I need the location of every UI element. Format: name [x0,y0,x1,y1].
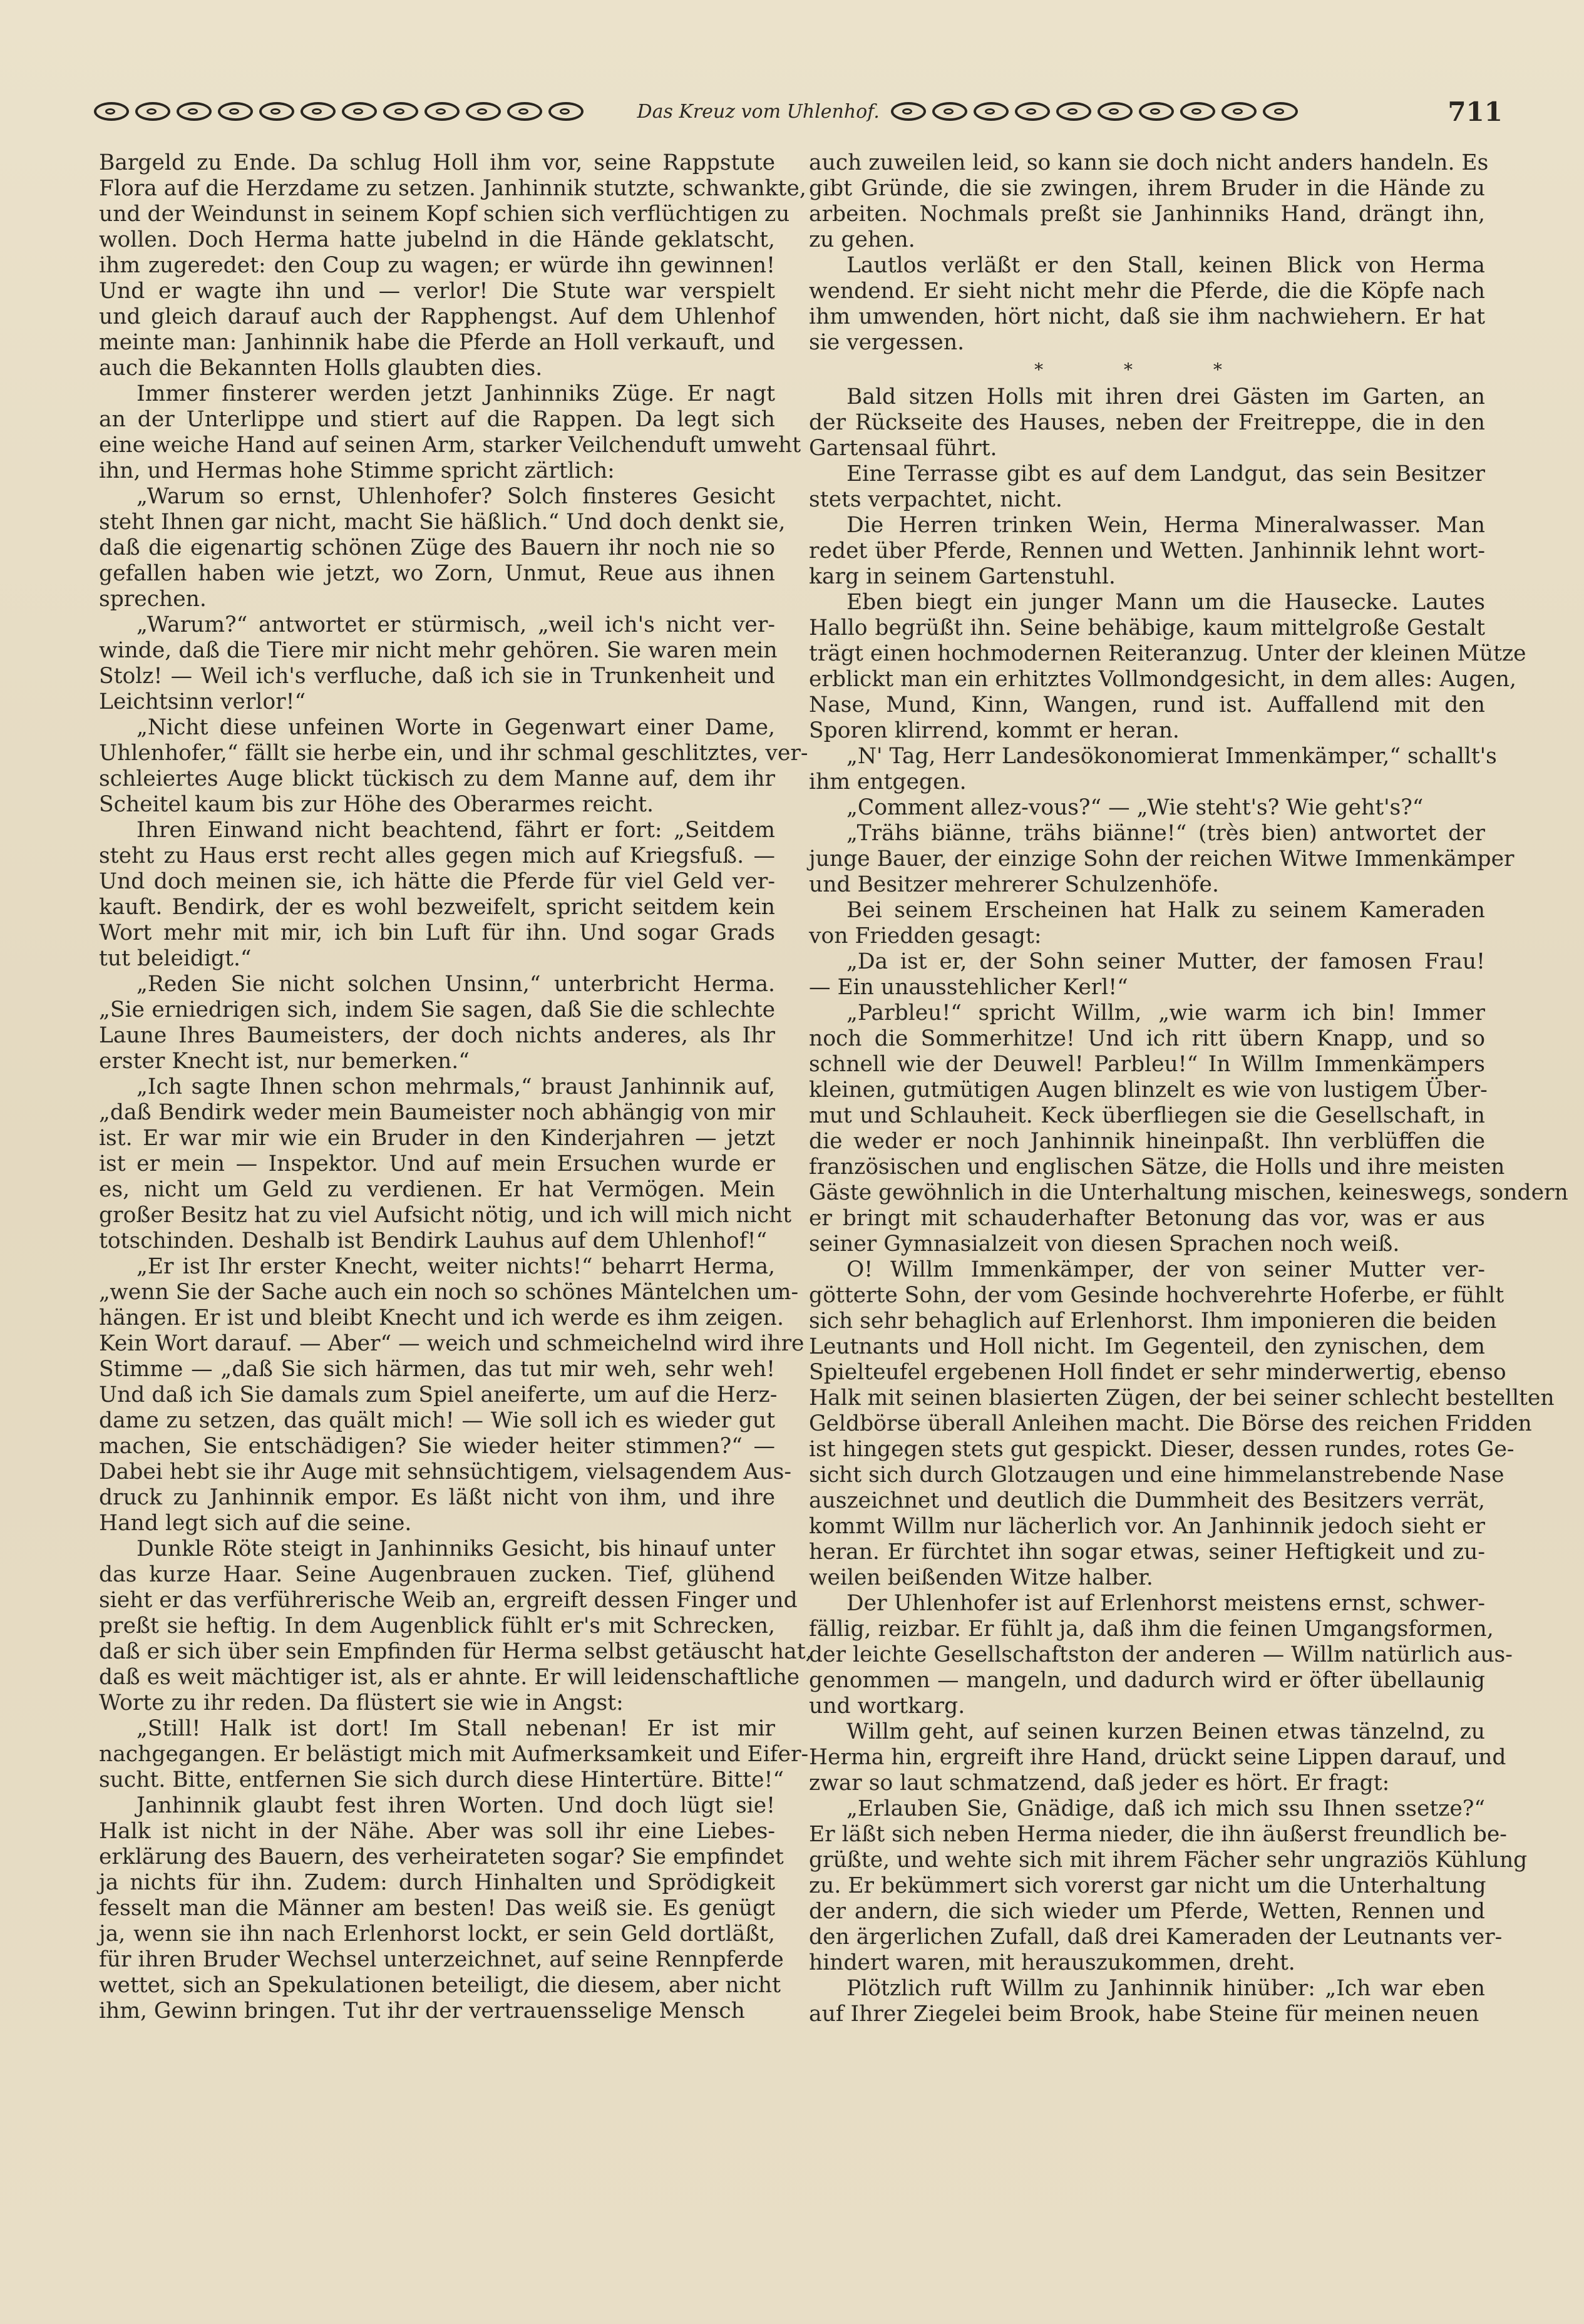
text-line: „Da ist er, der Sohn seiner Mutter, der famosen Frau! [846,949,1485,974]
text-line: Eine Terrasse gibt es auf dem Landgut, das sein Besitzer [846,461,1485,486]
paragraph [809,898,1485,949]
scroll-ornament-icon [259,102,294,121]
text-line: ihm, Gewinn bringen. Tut ihr der vertrauensselige Mensch [99,1998,745,2023]
text-line: Laune Ihres Baumeisters, der doch nichts anderes, als Ihr [99,1023,775,1048]
text-line: sie vergessen. [809,330,965,355]
text-line: Bargeld zu Ende. Da schlug Holl ihm vor, seine Rappstute [99,150,775,175]
text-line: es, nicht um Geld zu verdienen. Er hat Vermögen. Mein [99,1177,775,1202]
text-line: erblickt man ein erhitztes Vollmondgesicht, in dem alles: Augen, [809,667,1516,692]
paragraph [809,1257,1555,1591]
paragraph [809,513,1485,590]
text-line: steht Ihnen gar nicht, macht Sie häßlich.“ Und doch denkt sie, [99,510,786,535]
paragraph [809,1976,1485,2027]
text-line: kauft. Bendirk, der es wohl bezweifelt, spricht seitdem kein [99,895,775,920]
text-line: Sporen klirrend, kommt er heran. [809,718,1180,743]
text-line: wendend. Er sieht nicht mehr die Pferde, die die Köpfe nach [809,279,1485,304]
text-line: ihm umwenden, hört nicht, daß sie ihm nachwiehern. Er hat [809,304,1485,329]
right-column-part-b [809,384,1568,2027]
text-line: sieht er das verführerische Weib an, ergreift dessen Finger und [99,1588,798,1613]
paragraph [99,1074,792,1254]
text-line: Gäste gewöhnlich in die Unterhaltung mischen, keineswegs, sondern [809,1180,1568,1205]
text-line: grüßte, und wehte sich mit ihrem Fächer sehr ungraziös Kühlung [809,1848,1528,1873]
text-line: Halk mit seinen blasierten Zügen, der bei seiner schlecht bestellten [809,1386,1555,1411]
text-line: ist. Er war mir wie ein Bruder in den Kinderjahren — jetzt [99,1126,775,1151]
text-line: stets verpachtet, nicht. [809,487,1062,512]
text-line: zu gehen. [809,227,915,252]
text-line: Scheitel kaum bis zur Höhe des Oberarmes reicht. [99,792,654,817]
paragraph [809,949,1485,1000]
text-line: das kurze Haar. Seine Augenbrauen zucken. Tief, glühend [99,1562,775,1587]
text-line: Und doch meinen sie, ich hätte die Pferde für viel Geld ver- [99,869,775,894]
text-line: „wenn Sie der Sache auch ein noch so schönes Mäntelchen um- [99,1280,799,1305]
text-line: Uhlenhofer,“ fällt sie herbe ein, und ihr schmal geschlitztes, ver- [99,741,808,766]
paragraph [809,384,1485,461]
scroll-ornament-icon [218,102,253,121]
text-line: noch die Sommerhitze! Und ich ritt übern Knapp, und so [809,1026,1485,1051]
text-line: mut und Schlauheit. Keck überfliegen sie die Gesellschaft, in [809,1103,1485,1128]
text-line: erklärung des Bauern, des verheirateten sogar? Sie empfindet [99,1844,784,1869]
scroll-ornament-icon [891,102,926,121]
text-line: der Rückseite des Hauses, neben der Freitreppe, die in den [809,410,1485,435]
paragraph [99,972,775,1074]
text-line: Dabei hebt sie ihr Auge mit sehnsüchtigem, vielsagendem Aus- [99,1459,792,1484]
text-line: eine weiche Hand auf seinen Arm, starker Veilchenduft umweht [99,433,801,458]
text-line: Flora auf die Herzdame zu setzen. Janhinnik stutzte, schwankte, [99,176,806,201]
paragraph [809,795,1485,821]
text-line: steht zu Haus erst recht alles gegen mich auf Kriegsfuß. — [99,843,775,868]
paragraph [809,1000,1568,1257]
text-line: ihm entgegen. [809,769,967,794]
text-line: und gleich darauf auch der Rapphengst. Auf dem Uhlenhof [99,304,775,329]
paragraph [809,821,1515,898]
text-line: „Still! Halk ist dort! Im Stall nebenan! Er ist mir [136,1716,775,1741]
text-line: Kein Wort darauf. — Aber“ — weich und schmeichelnd wird ihre [99,1331,805,1356]
text-line: Leichtsinn verlor!“ [99,689,306,714]
text-line: nachgegangen. Er belästigt mich mit Aufmerksamkeit und Eifer- [99,1742,809,1767]
text-line: Gartensaal führt. [809,436,997,461]
text-line: Spielteufel ergebenen Holl findet er sehr minderwertig, ebenso [809,1360,1506,1385]
text-line: „Sie erniedrigen sich, indem Sie sagen, daß Sie die schlechte [99,997,775,1022]
text-line: schleiertes Auge blickt tückisch zu dem Manne auf, dem ihr [99,766,775,791]
text-line: „Ich sagte Ihnen schon mehrmals,“ braust Janhinnik auf, [136,1074,775,1099]
text-line: seiner Gymnasialzeit von diesen Sprachen noch weiß. [809,1231,1400,1257]
text-line: dame zu setzen, das quält mich! — Wie soll ich es wieder gut [99,1408,775,1433]
right-column [809,150,1568,2166]
text-line: weilen beißenden Witze halber. [809,1565,1153,1590]
text-line: fällig, reizbar. Er fühlt ja, daß ihm die feinen Umgangsformen, [809,1617,1494,1642]
paragraph [99,150,806,381]
text-line: und der Weindunst in seinem Kopf schien sich verflüchtigen zu [99,202,790,227]
scroll-ornament-icon [135,102,170,121]
text-line: französischen und englischen Sätze, die Holls und ihre meisten [809,1154,1505,1180]
text-line: Stolz! — Weil ich's verfluche, daß ich sie in Trunkenheit und [99,664,775,689]
scroll-ornament-icon [1180,102,1215,121]
text-line: und Besitzer mehrerer Schulzenhöfe. [809,872,1219,897]
scroll-ornament-icon [1139,102,1174,121]
text-line: Er läßt sich neben Herma nieder, die ihn äußerst freundlich be- [809,1822,1507,1847]
text-line: auch die Bekannten Holls glaubten dies. [99,356,543,381]
text-line: „Warum so ernst, Uhlenhofer? Solch finsteres Gesicht [136,484,775,509]
text-line: die weder er noch Janhinnik hineinpaßt. Ihn verblüffen die [809,1129,1485,1154]
text-line: wettet, sich an Spekulationen beteiligt, die diesem, aber nicht [99,1973,781,1998]
text-line: „Warum?“ antwortet er stürmisch, „weil ich's nicht ver- [136,612,775,637]
text-line: Leutnants und Holl nicht. Im Gegenteil, den zynischen, dem [809,1334,1485,1359]
paragraph [99,1254,805,1536]
text-line: Ihren Einwand nicht beachtend, fährt er fort: „Seitdem [136,818,775,843]
text-line: druck zu Janhinnik empor. Es läßt nicht von ihm, und ihre [99,1485,775,1510]
text-line: wollen. Doch Herma hatte jubelnd in die Hände geklatscht, [99,227,775,252]
scroll-ornament-icon [94,102,129,121]
text-line: meinte man: Janhinnik habe die Pferde an Holl verkauft, und [99,330,775,355]
scroll-ornament-icon [466,102,501,121]
scroll-ornament-icon [177,102,212,121]
text-line: götterte Sohn, der vom Gesinde hochverehrte Hoferbe, er fühlt [809,1283,1504,1308]
text-line: machen, Sie entschädigen? Sie wieder heiter stimmen?“ — [99,1434,775,1459]
text-line: auch zuweilen leid, so kann sie doch nicht anders handeln. Es [809,150,1489,175]
text-line: sucht. Bitte, entfernen Sie sich durch diese Hintertüre. Bitte!“ [99,1767,784,1792]
text-line: er bringt mit schauderhafter Betonung das vor, was er aus [809,1206,1485,1231]
paragraph [99,1716,809,1793]
paragraph [809,150,1489,253]
text-line: sicht sich durch Glotzaugen und eine himmelanstrebende Nase [809,1463,1504,1488]
paragraph [809,590,1526,744]
text-line: Geldbörse überall Anleihen macht. Die Börse des reichen Fridden [809,1411,1532,1436]
text-line: Lautlos verläßt er den Stall, keinen Blick von Herma [846,253,1485,278]
paragraph [99,1793,784,2024]
text-line: „Trähs biänne, trähs biänne!“ (très bien) antwortet der [846,821,1485,846]
text-line: „Er ist Ihr erster Knecht, weiter nichts!“ beharrt Herma, [136,1254,775,1279]
text-line: fesselt man die Männer am besten! Das weiß sie. Es genügt [99,1896,775,1921]
text-line: Die Herren trinken Wein, Herma Mineralwasser. Man [846,513,1485,538]
text-line: für ihren Bruder Wechsel unterzeichnet, auf seine Rennpferde [99,1947,784,1972]
text-line: auf Ihrer Ziegelei beim Brook, habe Steine für meinen neuen [809,2002,1479,2027]
text-line: sprechen. [99,587,207,612]
text-line: Eben biegt ein junger Mann um die Hausecke. Lautes [846,590,1485,615]
text-line: trägt einen hochmodernen Reiteranzug. Unter der kleinen Mütze [809,641,1526,666]
text-line: genommen — mangeln, und dadurch wird er öfter übellaunig [809,1668,1485,1693]
scroll-ornament-icon [383,102,418,121]
text-line: Immer finsterer werden jetzt Janhinniks Züge. Er nagt [136,381,775,406]
paragraph [99,612,778,715]
page-number: 711 [1448,96,1503,127]
text-line: Bald sitzen Holls mit ihren drei Gästen im Garten, an [846,384,1485,409]
text-line: ihm zugeredet: den Coup zu wagen; er würde ihn gewinnen! [99,253,775,278]
text-line: redet über Pferde, Rennen und Wetten. Janhinnik lehnt wort- [809,538,1485,563]
scroll-ornament-icon [548,102,584,121]
paragraph [809,1591,1513,1719]
text-line: „Nicht diese unfeinen Worte in Gegenwart einer Dame, [136,715,775,740]
scroll-ornament-icon [342,102,377,121]
text-line: winde, daß die Tiere mir nicht mehr gehören. Sie waren mein [99,638,778,663]
text-line: zwar so laut schmatzend, daß jeder es hört. Er fragt: [809,1771,1390,1796]
right-column-part-a [809,150,1489,356]
text-line: Nase, Mund, Kinn, Wangen, rund ist. Auffallend mit den [809,692,1485,717]
text-line: schnell wie der Deuwel! Parbleu!“ In Willm Immenkämpers [809,1052,1485,1077]
text-line: daß es weit mächtiger ist, als er ahnte. Er will leidenschaftliche [99,1665,800,1690]
scroll-ornament-icon [1221,102,1257,121]
text-line: preßt sie heftig. In dem Augenblick fühlt er's mit Schrecken, [99,1613,775,1638]
text-line: großer Besitz hat zu viel Aufsicht nötig, und ich will mich nicht [99,1203,792,1228]
text-line: auszeichnet und deutlich die Dummheit des Besitzers verrät, [809,1488,1485,1513]
text-line: „Reden Sie nicht solchen Unsinn,“ unterbricht Herma. [136,972,775,997]
scroll-ornament-icon [301,102,336,121]
text-line: Hand legt sich auf die seine. [99,1511,412,1536]
text-line: ihn, und Hermas hohe Stimme spricht zärtlich: [99,458,615,483]
text-line: ist hingegen stets gut gespickt. Dieser, dessen rundes, rotes Ge- [809,1437,1515,1462]
text-line: Plötzlich ruft Willm zu Janhinnik hinüber: „Ich war eben [846,1976,1485,2001]
text-line: ja nichts für ihn. Zudem: durch Hinhalten und Sprödigkeit [99,1870,775,1895]
text-line: Und er wagte ihn und — verlor! Die Stute war verspielt [99,279,775,304]
paragraph [99,715,808,818]
paragraph [809,1796,1528,1976]
scroll-ornament-icon [1056,102,1091,121]
text-line: gibt Gründe, die sie zwingen, ihrem Bruder in die Hände zu [809,176,1485,201]
text-line: tut beleidigt.“ [99,946,252,971]
text-line: Halk ist nicht in der Nähe. Aber was soll ihr eine Liebes- [99,1819,775,1844]
paragraph [99,1536,813,1716]
text-line: „daß Bendirk weder mein Baumeister noch abhängig von mir [99,1100,775,1125]
text-line: der andern, die sich wieder um Pferde, Wetten, Rennen und [809,1899,1485,1924]
section-separator: * * * [1034,359,1260,380]
text-line: der leichte Gesellschaftston der anderen — Willm natürlich aus- [809,1642,1513,1667]
text-line: Wort mehr mit mir, ich bin Luft für ihn. Und sogar Grads [99,920,775,945]
text-line: Und daß ich Sie damals zum Spiel aneiferte, um auf die Herz- [99,1382,778,1407]
scroll-ornament-icon [932,102,967,121]
text-line: „Parbleu!“ spricht Willm, „wie warm ich bin! Immer [846,1000,1485,1026]
text-line: Bei seinem Erscheinen hat Halk zu seinem Kameraden [846,898,1485,923]
running-title: Das Kreuz vom Uhlenhof. [637,100,880,123]
left-column [99,150,813,2166]
text-line: Der Uhlenhofer ist auf Erlenhorst meistens ernst, schwer- [846,1591,1485,1616]
scroll-ornament-icon [974,102,1009,121]
scroll-ornament-icon [1015,102,1050,121]
running-header [94,93,1503,130]
paragraph [809,744,1497,795]
text-line: Stimme — „daß Sie sich härmen, das tut mir weh, sehr weh! [99,1357,775,1382]
paragraph [809,1719,1506,1796]
text-line: O! Willm Immenkämper, der von seiner Mutter ver- [846,1257,1485,1282]
text-line: von Friedden gesagt: [809,923,1042,949]
text-line: an der Unterlippe und stiert auf die Rappen. Da legt sich [99,407,775,432]
text-line: daß die eigenartig schönen Züge des Bauern ihr noch nie so [99,535,775,560]
text-line: Janhinnik glaubt fest ihren Worten. Und doch lügt sie! [136,1793,775,1818]
paragraph [99,381,801,484]
paragraph [809,253,1485,356]
text-line: „N' Tag, Herr Landesökonomierat Immenkämper,“ schallt's [846,744,1497,769]
text-line: zu. Er bekümmert sich vorerst gar nicht um die Unterhaltung [809,1873,1486,1898]
text-line: den ärgerlichen Zufall, daß drei Kameraden der Leutnants ver- [809,1925,1503,1950]
scroll-ornament-icon [507,102,542,121]
text-line: ja, wenn sie ihn nach Erlenhorst lockt, er sein Geld dortläßt, [99,1921,775,1946]
text-line: „Erlauben Sie, Gnädige, daß ich mich ssu Ihnen ssetze?“ [846,1796,1485,1821]
text-line: heran. Er fürchtet ihn sogar etwas, seiner Heftigkeit und zu- [809,1540,1485,1565]
text-line: Dunkle Röte steigt in Janhinniks Gesicht, bis hinauf unter [136,1536,775,1561]
text-line: und wortkarg. [809,1694,965,1719]
text-line: — Ein unausstehlicher Kerl!“ [809,975,1128,1000]
text-line: kommt Willm nur lächerlich vor. An Janhinnik jedoch sieht er [809,1514,1485,1539]
text-line: hängen. Er ist und bleibt Knecht und ich werde es ihm zeigen. [99,1305,784,1330]
paragraph [809,461,1485,513]
text-line: arbeiten. Nochmals preßt sie Janhinniks Hand, drängt ihn, [809,202,1485,227]
paragraph [99,818,775,972]
text-line: Willm geht, auf seinen kurzen Beinen etwas tänzelnd, zu [846,1719,1485,1744]
text-line: erster Knecht ist, nur bemerken.“ [99,1049,470,1074]
text-line: daß er sich über sein Empfinden für Herma selbst getäuscht hat, [99,1639,813,1664]
scroll-ornament-icon [1263,102,1298,121]
paragraph [99,484,786,612]
scroll-ornament-icon [424,102,460,121]
text-line: junge Bauer, der einzige Sohn der reichen Witwe Immenkämper [809,846,1515,872]
text-line: totschinden. Deshalb ist Bendirk Lauhus auf dem Uhlenhof!“ [99,1228,768,1253]
text-line: karg in seinem Gartenstuhl. [809,564,1116,589]
scroll-ornament-icon [1098,102,1133,121]
text-line: hindert waren, mit herauszukommen, dreht. [809,1950,1295,1975]
text-line: „Comment allez-vous?“ — „Wie steht's? Wie geht's?“ [846,795,1424,820]
header-ornament-left [94,102,626,121]
text-line: Herma hin, ergreift ihre Hand, drückt seine Lippen darauf, und [809,1745,1506,1770]
text-line: Worte zu ihr reden. Da flüstert sie wie in Angst: [99,1690,624,1715]
text-line: sich sehr behaglich auf Erlenhorst. Ihm imponieren die beiden [809,1309,1497,1334]
text-line: ist er mein — Inspektor. Und auf mein Ersuchen wurde er [99,1151,775,1176]
header-ornament-right [891,102,1423,121]
text-line: kleinen, gutmütigen Augen blinzelt es wie von lustigem Über- [809,1077,1488,1103]
text-line: gefallen haben wie jetzt, wo Zorn, Unmut, Reue aus ihnen [99,561,775,586]
text-line: Hallo begrüßt ihn. Seine behäbige, kaum mittelgroße Gestalt [809,615,1485,640]
